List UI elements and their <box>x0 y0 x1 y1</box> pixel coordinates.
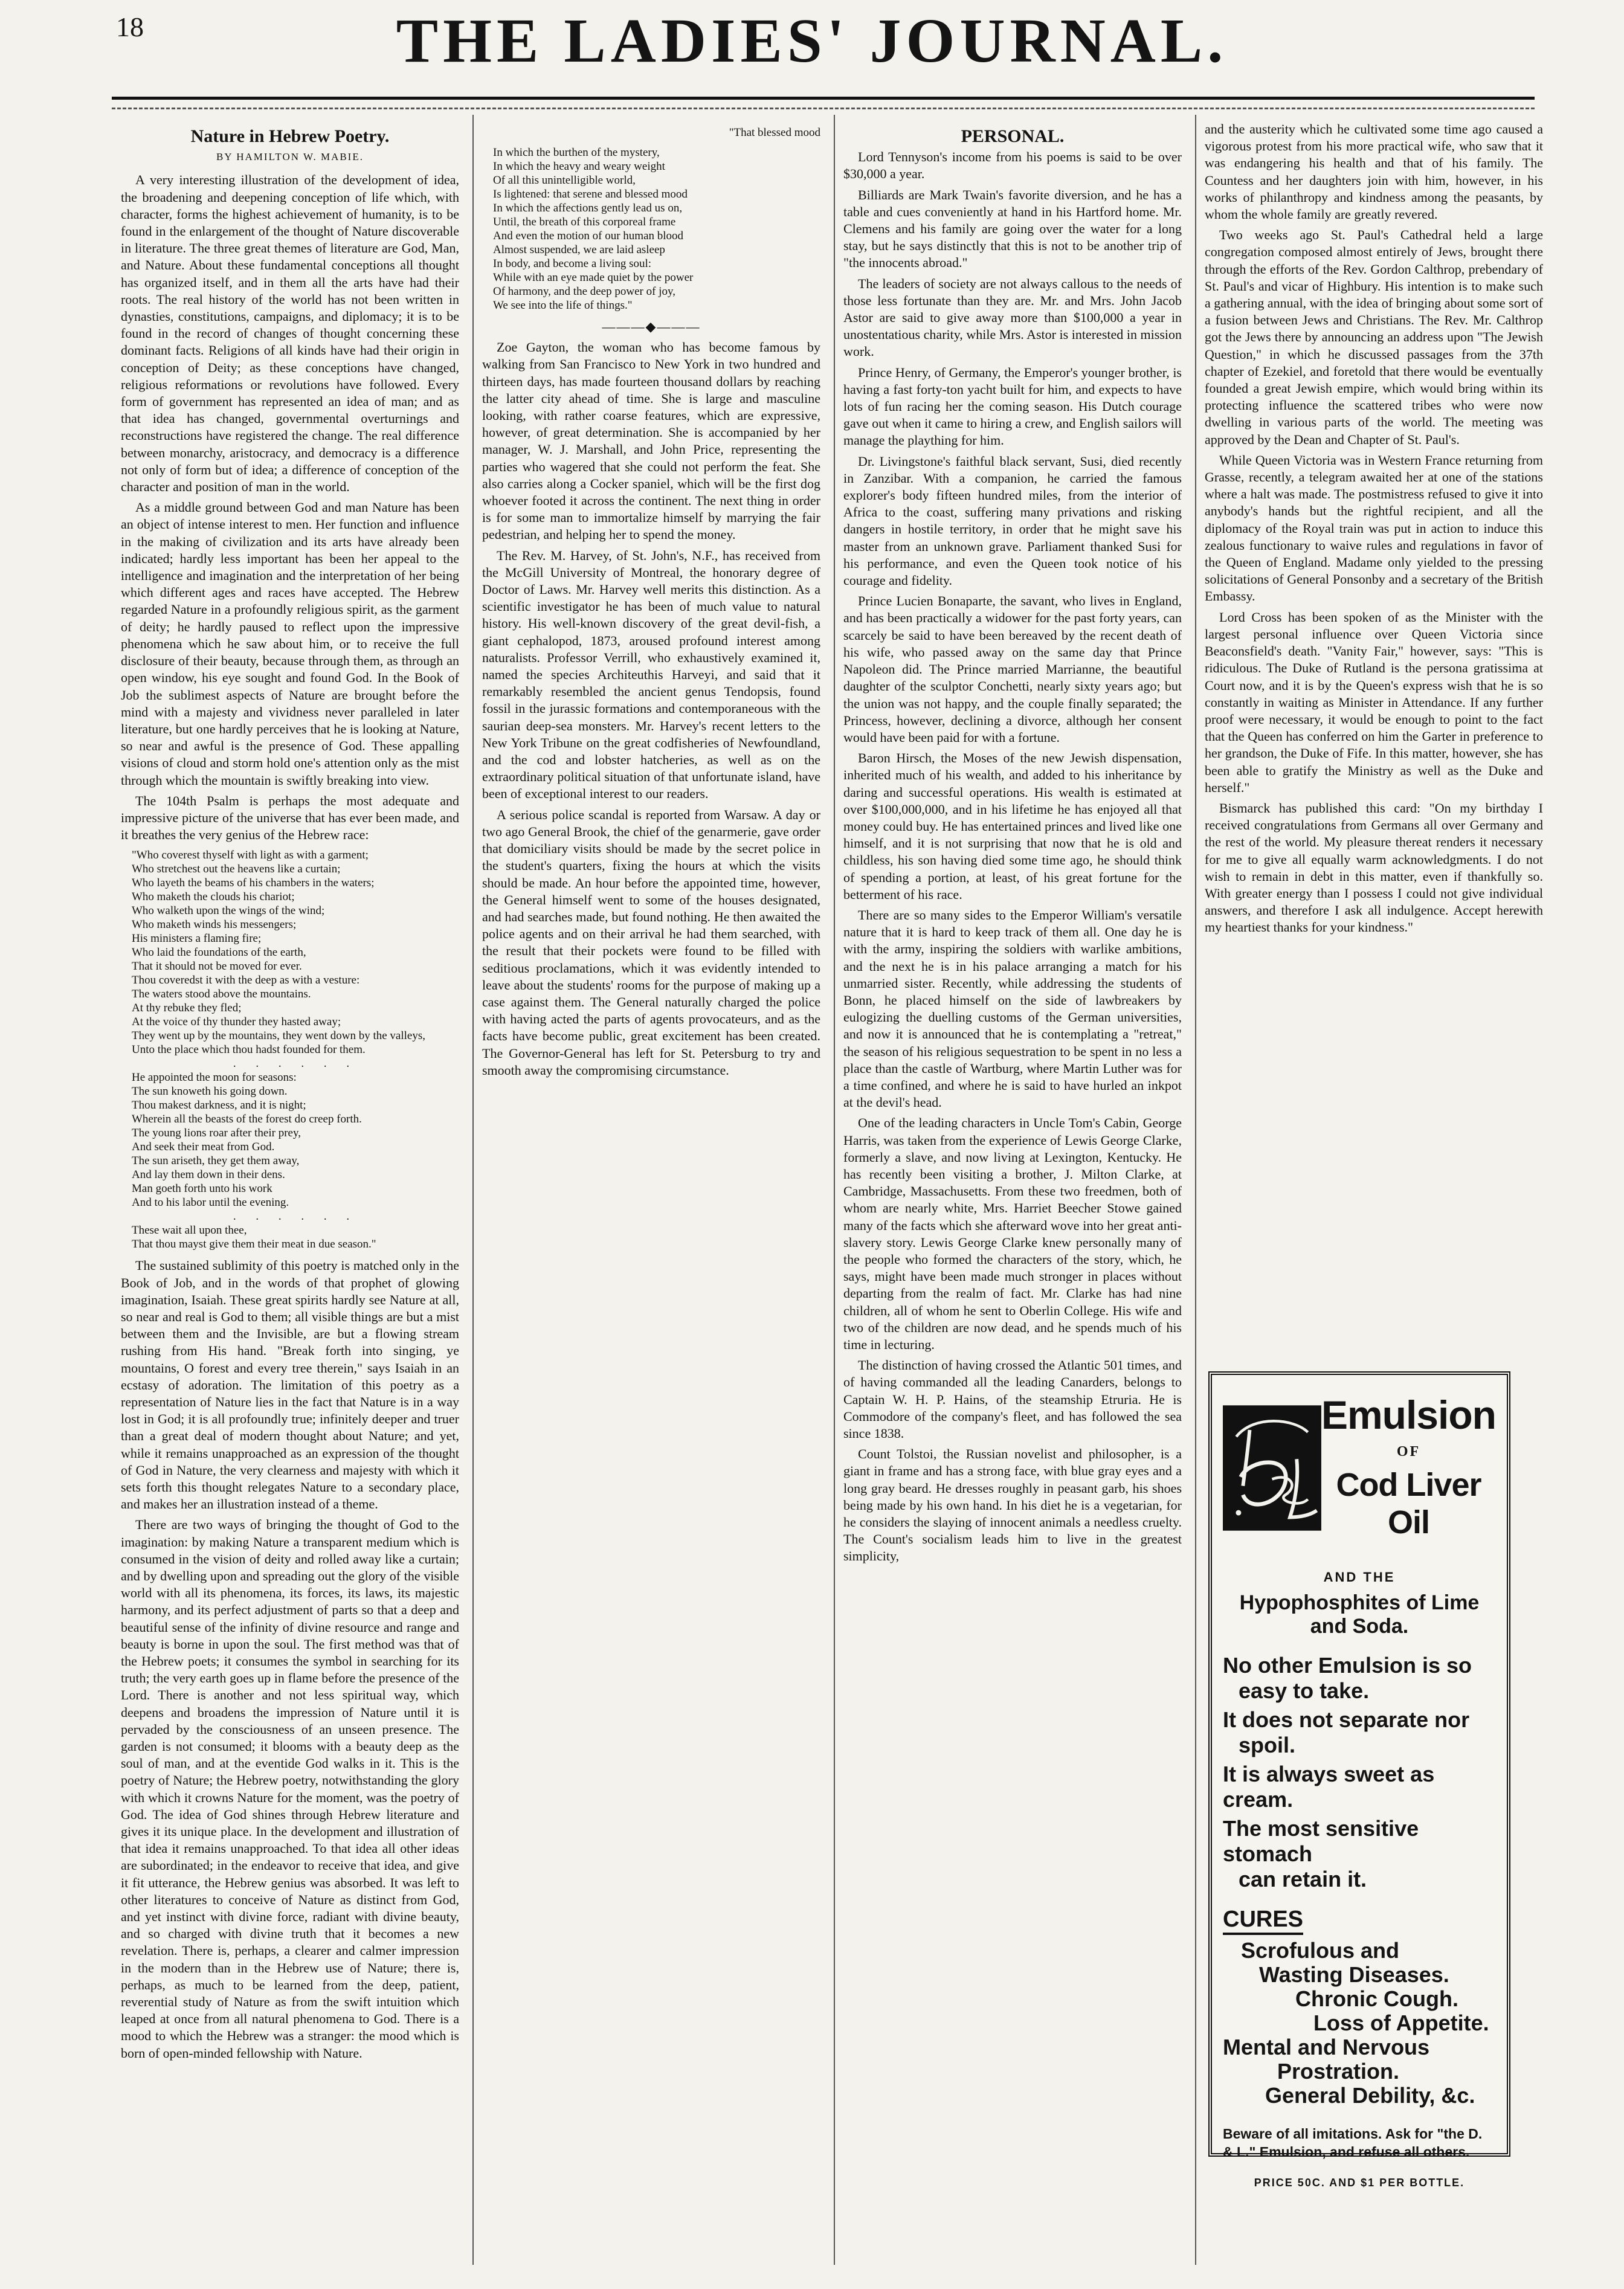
ad-and-the: AND THE <box>1323 1569 1396 1585</box>
column-divider <box>472 115 474 2265</box>
masthead-rule <box>112 97 1535 100</box>
column-divider <box>1195 115 1196 2265</box>
verse-line: In body, and become a living soul: <box>493 257 652 270</box>
section-separator: ———◆——— <box>602 319 701 334</box>
ad-ailments: Scrofulous and Wasting Diseases. Chronic Cough. Loss of Appetite. Mental and Nervous Prostration. General Debility, &c. <box>1223 1938 1489 2108</box>
verse-line: He appointed the moon for seasons: <box>132 1071 297 1084</box>
news-item: While Queen Victoria was in Western France returning from Grasse, recently, a telegram awaited her at one of the stations where a halt was made. The postmistress refused to give it into anybody's hands but the rightful recipient, and all the diplomacy of the Royal train was put in action to induce this zealous functionary to waive rules and regulations in favor of the Queen of England. Madame only yielded to the pressing solicitations of General Ponsonby and a secretary of the British Embassy. <box>1205 452 1543 604</box>
ad-price: PRICE 50C. AND $1 PER BOTTLE. <box>1254 2177 1465 2189</box>
verse-line: That it should not be moved for ever. <box>132 960 302 973</box>
verse-line: The sun ariseth, they get them away, <box>132 1154 300 1168</box>
paragraph: The sustained sublimity of this poetry is matched only in the Book of Job, and in the words of that prophet of glowing imagination, Isaiah. These great spirits hardly see Nature at all, so near and real is God to them; all visible things are but a mist between them and the Invisible, are but a flowing stream rushing from His hand. "Break forth into singing, ye mountains, O forest and every tree therein," says Isaiah in an ecstasy of adoration. The limitation of this poetry as a representation of Nature lies in the fact that Nature is in a way lost in God; it is all profoundly true; infinitely deeper and truer than a great deal of modern thought about Nature; and yet, while it remains unapproached as an expression of the thought of God in Nature, the very clearness and majesty with which it sets forth this thought relegates Nature to a secondary place, and makes her an illustration instead of a theme. <box>121 1258 459 1512</box>
page-number: 18 <box>116 11 144 42</box>
paragraph: A very interesting illustration of the development of idea, the broadening and deepening conception of life which, with character, forms the highest achievement of humanity, is to be found in the enlargement of the thought of Nature discoverable in literature. The three great themes of literature are God, Man, and Nature. About these fundamental conceptions all thought has organized itself, and in them all the arts have had their roots. The real history of the world has not been written in dynasties, constitutions, campaigns, and diplomacy; it is to be found in the record of changes of thought concerning these dominant facts. Religions of all kinds have had their origin in conception of Deity; as these conceptions have changed, religious reformations or revolutions have followed. Every form of government has represented an idea of man; and as that idea has changed, governmental overturnings and reconstructions have registered the change. The real difference between monarchy, aristocracy, and democracy is a difference not only of form but of idea; a difference of conception of the character and position of man in the world. <box>121 172 459 495</box>
news-item: and the austerity which he cultivated some time ago caused a vigorous protest from his more practical wife, who saw that it was endangering his health and that of his family. The Countess and her daughters join with him, however, in his works of philanthropy and kindness among the peasants, by whom the whole family are greatly revered. <box>1205 121 1543 222</box>
ad-beware-notice: Beware of all imitations. Ask for "the D. & L." Emulsion, and refuse all others. <box>1223 2126 1483 2160</box>
verse-line: Who walketh upon the wings of the wind; <box>132 904 325 918</box>
verse-line: Of all this unintelligible world, <box>493 174 636 187</box>
news-item: The Rev. M. Harvey, of St. John's, N.F., has received from the McGill University of Montreal, the honorary degree of Doctor of Laws. Mr. Harvey well merits this distinction. As a scientific investigator he has been of much value to natural history. His well-known discovery of the great devil-fish, a giant cephalopod, 1873, aroused profound interest among naturalists. Professor Verrill, who exhaustively examined it, named the species Architeuthis Harveyi, and said that it remarkably resembled the ancient genus Tendopsis, found fossil in the jurassic formations and contemporaneous with the saurian deep-sea monsters. Mr. Harvey's recent letters to the New York Tribune on the great codfisheries of Newfoundland, and the cod and lobster hatcheries, as well as on the extraordinary political situation of that unfortunate island, have been of exceptional interest to our readers. <box>482 547 820 802</box>
verse-line: Almost suspended, we are laid asleep <box>493 243 665 256</box>
verse-line: And to his labor until the evening. <box>132 1196 289 1209</box>
news-item: There are so many sides to the Emperor William's versatile nature that it is hard to keep track of them all. One day he is with the army, inspiring the soldiers with warlike ambitions, and the next he is in his palace arranging a match for his unmarried sister. Recently, while addressing the students of Bonn, he placed himself on the side of lawbreakers by eulogizing the duelling customs of the German universities, and now it is announced that he is contemplating a "retreat," the season of his religious sequestration to be spent in no less a place than the castle of Wartburg, where Martin Luther was for a time confined, and where he is said to have hurled an inkpot at the devil's head. <box>843 907 1182 1110</box>
paragraph: There are two ways of bringing the thought of God to the imagination: by making Nature a transparent medium which is consumed in the vision of deity and rolled away like a curtain; and by dwelling upon and spreading out the glory of the visible world with all its phenomena, its forces, its laws, its majestic harmony, and its perfect adjustment of parts so that a deep and beautiful sense of the infinity of divine resource and range and beauty is borne in upon the soul. The first method was that of the Hebrew poets; it consumes the symbol in searching for its truth; the very earth goes up in flame before the presence of the Lord. There is another and not less spiritual way, which deepens and broadens the impression of Nature until it is pervaded by the consciousness of an unseen presence. The garden is not consumed; it blooms with a beauty deep as the soul of man, and at the eventide God walks in it. This is the poetry of Nature; the Hebrew poetry, notwithstanding the glory with which it crowns Nature for the moment, was the poetry of God. The idea of God shines through Hebrew literature and gives it its unique place. In the development and illustration of that idea it remains unapproached. To that idea all other ideas are subordinated; in the endeavor to receive that idea, and give it fit utterance, the Hebrew genius was absorbed. It was left to other literatures to conceive of Nature as distinct from God, and yet instinct with divine force, radiant with divine beauty, and so charged with divine truth that it becomes a new revelation. There is, perhaps, a clearer and calmer impression in the modern than in the Hebrew use of Nature; there is, perhaps, as much to be learned from the deep, patient, reverential study of Nature as from the swift intuition which leaped at once from all natural phenomena to God. There is a mood to which the Hebrew was a stranger: the mood which is born of open-minded fellowship with Nature. <box>121 1517 459 2061</box>
verse-line: At the voice of thy thunder they hasted away; <box>132 1016 341 1029</box>
ad-claim: The most sensitive stomach can retain it. <box>1223 1816 1419 1891</box>
verse-line: Thou makest darkness, and it is night; <box>132 1099 306 1112</box>
brand-of: OF <box>1396 1444 1421 1460</box>
news-item: Bismarck has published this card: "On my birthday I received congratulations from Germans all over Germany and the rest of the world. My pleasure thereat renders it necessary for me to give all equally warm acknowledgments. I do not wish to remain in debt in this matter, even if thankfully so. With greater energy than I possess I could not give individual answers, and therefore I ask all indulgence. Accept herewith my heartiest thanks for your kindness." <box>1205 800 1543 935</box>
verse-ellipsis: . . . . . . <box>233 1210 358 1223</box>
ad-cures-heading: CURES <box>1223 1907 1303 1935</box>
news-item: Zoe Gayton, the woman who has become famous by walking from San Francisco to New York in two hundred and thirteen days, has made fourteen thousand dollars by reaching the latter city ahead of time. She is large and masculine looking, with rather coarse features, which are expressive, however, of great determination. She is accompanied by her manager, W. J. Marshall, and John Price, representing the parties who wagered that she could not perform the feat. She also carries along a Cocker spaniel, which will be the first dog whoever footed it across the continent. The next thing in order is for some man to immortalize himself by marrying the fair pedestrian, and helping her to spend the money. <box>482 340 820 542</box>
ad-claim: It does not separate nor spoil. <box>1223 1707 1470 1757</box>
news-item: Prince Lucien Bonaparte, the savant, who lives in England, and has been practically a widower for the past forty years, can scarcely be said to have been bereaved by the recent death of his wife, who passed away on the same day that Prince Napoleon did. The Prince married Marrianne, the beautiful daughter of the sculptor Conchetti, nearly sixty years ago; but the union was not happy, and the couple finally separated; the Princess, however, declining a divorce, although her consent would have been paid for with a fortune. <box>843 593 1182 745</box>
verse-line: In which the heavy and weary weight <box>493 160 665 173</box>
masthead: THE LADIES' JOURNAL. <box>396 6 1228 76</box>
column-3 <box>843 121 1182 2265</box>
verse-line: And seek their meat from God. <box>132 1141 275 1154</box>
verse-line: Thou coveredst it with the deep as with a vesture: <box>132 974 360 987</box>
news-item: A serious police scandal is reported from Warsaw. A day or two ago General Brook, the chief of the genarmerie, gave order that domiciliary visits should be made by the secret police in the student's quarters, fixing the hours at which the visits should be made. An hour before the appointed time, however, the General himself went to some of the houses designated, and had searches made, but found nothing. He then awaited the police agents and on their arrival he had them searched, with the result that their pockets were found to be filled with seditious proclamations, which it was evidently intended to leave about the students' rooms for the purpose of making up a case against them. The General naturally charged the police with having acted the parts of agents provocateurs, and as the facts have become public, great excitement has been created. The Governor-General has left for St. Petersburg to try and smooth away the compromising circumstance. <box>482 806 820 1078</box>
d-and-l-logo-icon <box>1223 1383 1321 1553</box>
verse-lead: "That blessed mood <box>729 126 820 139</box>
verse-line: Man goeth forth unto his work <box>132 1182 272 1196</box>
section-title: PERSONAL. <box>961 126 1065 146</box>
news-item: The leaders of society are not always callous to the needs of those less fortunate than they are. Mr. and Mrs. John Jacob Astor are said to give away more than $100,000 a year in unostentatious charity, while Mrs. Astor is interested in mission work. <box>843 275 1182 359</box>
news-item: Lord Tennyson's income from his poems is said to be over $30,000 a year. <box>843 149 1182 182</box>
paragraph: As a middle ground between God and man Nature has been an object of intense interest to men. Her function and influence in the making of civilization and its arts have already been indicated; hardly less important has been her appeal to the intelligence and imagination and the interpretation of her being which different ages and races have accepted. The Hebrew regarded Nature in a profoundly religious spirit, as the garment of deity; he hardly paused to reflect upon the impressive phenomena which he saw about him, or to receive the full disclosure of their beauty, because through them, as through an open window, his eye sought and found God. In the Book of Job the sublimest aspects of Nature are brought before the mind with a majesty and vividness never paralleled in later literature, but one hardly perceives that he is looking at Nature, so near and awful is the presence of God. These appalling visions of cloud and storm hold one's attention only as the mist through which the mountain is swiftly breaking into view. <box>121 500 459 788</box>
verse-line: These wait all upon thee, <box>132 1224 247 1237</box>
news-item: The distinction of having crossed the Atlantic 501 times, and of having commanded all the leading Canarders, belongs to Captain W. H. P. Hains, of the steamship Etruria. He is Commodore of the company's fleet, and has followed the sea since 1838. <box>843 1357 1182 1441</box>
column-1 <box>121 121 459 2265</box>
ad-claim: No other Emulsion is so easy to take. <box>1223 1653 1472 1703</box>
column-divider <box>834 115 835 2265</box>
verse-line: They went up by the mountains, they went down by the valleys, <box>132 1029 425 1043</box>
news-item: Two weeks ago St. Paul's Cathedral held a large congregation composed almost entirely of Jews, brought there through the efforts of the Rev. Gordon Calthrop, prebendary of St. Paul's and vicar of Highbury. His intention is to make such a gathering annual, with the idea of bringing about some sort of a fusion between Jews and Christians. The Rev. Mr. Calthrop got the Jews there by announcing an address upon "The Jewish Question," in which he discussed passages from the 37th chapter of Ezekiel, and foretold that there would be eventually founded a great Jewish empire, which would bring within its protecting influence the scattered tribes who were now dwelling in various parts of the world. The meeting was approved by the Dean and Chapter of St. Paul's. <box>1205 227 1543 447</box>
news-item: Baron Hirsch, the Moses of the new Jewish dispensation, inherited much of his wealth, and added to his inheritance by daring and successful operations. His wealth is estimated at over $100,000,000, and in his lifetime he has enjoyed all that money could buy. He has entertained princes and lived like one himself, and it is not surprising that now that he is old and childless, his son having died some time ago, he should think of spending a portion, at least, of his great fortune for the betterment of his race. <box>843 750 1182 902</box>
verse-line: Unto the place which thou hadst founded for them. <box>132 1043 366 1057</box>
paragraph: The 104th Psalm is perhaps the most adequate and impressive picture of the universe that has ever been made, and it breathes the very genius of the Hebrew race: <box>121 793 459 843</box>
verse-line: And even the motion of our human blood <box>493 230 684 242</box>
verse-block <box>121 848 459 1251</box>
verse-line: Who layeth the beams of his chambers in the waters; <box>132 877 375 890</box>
article-title: Nature in Hebrew Poetry. <box>190 126 390 146</box>
masthead-dashed-rule <box>112 108 1535 109</box>
verse-block <box>482 146 820 312</box>
news-item: Billiards are Mark Twain's favorite diversion, and he has a table and cues conveniently at hand in his Hartford home. Mr. Clemens and his family are going over the water for a long stay, but he says distinctly that this is not to be another trip of "the innocents abroad." <box>843 187 1182 271</box>
verse-line: Wherein all the beasts of the forest do creep forth. <box>132 1113 362 1126</box>
column-4 <box>1205 121 1543 1359</box>
verse-line: That thou mayst give them their meat in due season." <box>132 1238 376 1251</box>
ad-hypophosphites: Hypophosphites of Lime and Soda. <box>1239 1591 1480 1638</box>
verse-line: We see into the life of things." <box>493 299 633 312</box>
brand-product: Cod Liver Oil <box>1336 1467 1481 1540</box>
verse-line: And lay them down in their dens. <box>132 1168 285 1182</box>
verse-line: In which the affections gently lead us on, <box>493 202 683 214</box>
news-item: Lord Cross has been spoken of as the Minister with the largest personal influence over Queen Victoria since Beaconsfield's death. "Vanity Fair," however, says: "This is ridiculous. The Duke of Rutland is the persona gratissima at Court now, and it is by the Queen's express wish that he is so constantly in waiting as Minister in Attendance. If any further proof were necessary, it would be enough to point to the fact that the Queen has conferred on him the Garter in preference to her grandson, the Duke of Fife. In this matter, however, she has been able to gratify the Ministry as well as the Duke and herself." <box>1205 609 1543 795</box>
column-2 <box>482 121 820 2265</box>
verse-line: Of harmony, and the deep power of joy, <box>493 285 675 298</box>
verse-line: Who laid the foundations of the earth, <box>132 946 306 959</box>
verse-line: The waters stood above the mountains. <box>132 988 311 1001</box>
verse-line: At thy rebuke they fled; <box>132 1002 242 1015</box>
verse-line: Is lightened: that serene and blessed mood <box>493 188 688 201</box>
verse-line: Who maketh winds his messengers; <box>132 918 297 932</box>
verse-line: Who stretchest out the heavens like a curtain; <box>132 863 341 876</box>
emulsion-advertisement <box>1208 1371 1510 2189</box>
verse-line: Until, the breath of this corporeal frame <box>493 216 676 228</box>
verse-line: In which the burthen of the mystery, <box>493 146 660 159</box>
news-item: Prince Henry, of Germany, the Emperor's younger brother, is having a fast forty-ton yacht built for him, and expects to have lots of fun racing her the coming season. His Dutch courage gave out when it came to hiring a crew, and English sailors will manage the plaything for him. <box>843 364 1182 448</box>
verse-line: The sun knoweth his going down. <box>132 1085 288 1098</box>
verse-line: While with an eye made quiet by the power <box>493 271 694 284</box>
verse-ellipsis: . . . . . . <box>233 1057 358 1070</box>
byline: BY HAMILTON W. MABIE. <box>216 151 364 163</box>
news-item: Dr. Livingstone's faithful black servant, Susi, died recently in Zanzibar. With a companion, he carried the famous explorer's body fifteen hundred miles, from the interior of Africa to the coast, suffering many privations and risking dangers in hostile territory, in order that he might save his master from an unknown grave. Parliament thanked Susi for his performance, and even the Queen took notice of his courage and fidelity. <box>843 453 1182 588</box>
news-item: One of the leading characters in Uncle Tom's Cabin, George Harris, was taken from the experience of Lewis George Clarke, formerly a slave, and now living at Lexington, Kentucky. He has recently been visiting a brother, J. Milton Clarke, at Cambridge, Massachusetts. From these two freedmen, both of whom are nearly white, Mrs. Harriet Beecher Stowe gained many of the facts which she afterward wove into her great anti-slavery story. Lewis George Clarke knew personally many of the people who formed the characters of the story, which, he says, might have been made much stronger in places without departing from the realm of fact. Mr. Clarke has had nine children, all of whom he sent to Oberlin College. His wife and two of the children are now dead, and he spends much of his time in lecturing. <box>843 1115 1182 1353</box>
verse-line: Who maketh the clouds his chariot; <box>132 890 295 904</box>
brand-name: Emulsion <box>1321 1392 1496 1437</box>
ad-claim: It is always sweet as cream. <box>1223 1762 1435 1812</box>
verse-line: "Who coverest thyself with light as with a garment; <box>132 849 369 862</box>
verse-line: The young lions roar after their prey, <box>132 1127 301 1140</box>
verse-line: His ministers a flaming fire; <box>132 932 262 945</box>
news-item: Count Tolstoi, the Russian novelist and philosopher, is a giant in frame and has a strong face, with blue gray eyes and a long gray beard. He dresses roughly in peasant garb, his shoes being made by his own hand. In his diet he is a vegetarian, for he considers the slaying of innocent animals a needless cruelty. The Count's socialism leads him to live in the greatest simplicity, <box>843 1446 1182 1564</box>
